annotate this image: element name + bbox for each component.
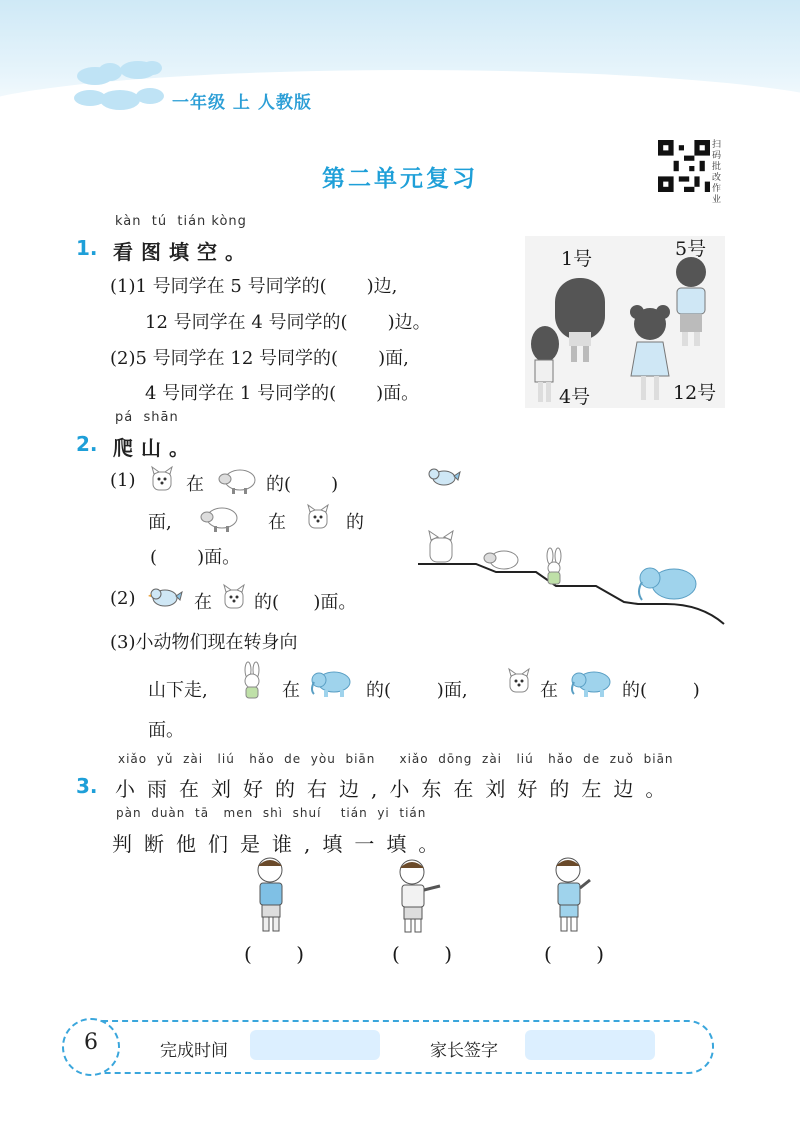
q1-line-3: (2)5 号同学在 12 号同学的( )面, <box>110 348 409 369</box>
grade-label: 一年级 上 人教版 <box>172 93 312 113</box>
q2-3-line2-start: 山下走, <box>148 680 208 701</box>
q2-2-prefix: (2) <box>110 588 136 609</box>
q2-pinyin: pá shān <box>115 410 179 425</box>
q2-number: 2. <box>76 432 98 456</box>
sheep-icon <box>200 504 240 532</box>
boy-figure-1 <box>248 856 296 934</box>
cloud-icon <box>70 58 170 118</box>
q3-pinyin-2: pàn duàn tā men shì shuí tián yi tián <box>116 806 427 820</box>
q2-1-end: 的( ) <box>266 474 339 495</box>
q1-pinyin: kàn tú tián kòng <box>115 214 247 229</box>
q1-figure <box>525 236 725 408</box>
dog-icon <box>304 504 332 532</box>
parent-signature-label: 家长签字 <box>430 1041 498 1061</box>
elephant-figure <box>639 568 696 600</box>
q1-line-4: 4 号同学在 1 号同学的( )面。 <box>145 383 420 404</box>
completion-time-label: 完成时间 <box>160 1041 228 1061</box>
sheep-figure <box>484 551 518 569</box>
student-12-figure <box>630 305 670 400</box>
page-title: 第二单元复习 <box>322 166 478 192</box>
bird-icon <box>148 584 182 610</box>
boy-figure-3 <box>548 856 596 934</box>
student-5-figure <box>676 257 706 346</box>
student-4-figure <box>531 326 559 402</box>
bird-figure <box>429 469 460 485</box>
dog-figure <box>429 531 453 562</box>
dog-icon <box>505 668 533 696</box>
mountain-figure <box>416 464 726 634</box>
label-student-4: 4号 <box>559 386 591 408</box>
label-student-5: 5号 <box>675 238 707 260</box>
q2-1-line2-mid: 在 <box>268 512 286 533</box>
q2-2-mid: 在 <box>194 592 212 613</box>
q2-1-line3: ( )面。 <box>150 547 241 568</box>
q2-3-line3: 面。 <box>148 720 184 741</box>
q2-1-line2-start: 面, <box>148 512 172 533</box>
q2-title: 爬山。 <box>113 436 197 460</box>
q1-line-1: (1)1 号同学在 5 号同学的( )边, <box>110 276 398 297</box>
rabbit-figure <box>547 548 561 584</box>
q1-title: 看图填空。 <box>113 240 253 264</box>
sheep-icon <box>218 466 258 494</box>
completion-time-field[interactable] <box>250 1030 380 1060</box>
q2-3-line2-mid1: 在 <box>282 680 300 701</box>
parent-signature-field[interactable] <box>525 1030 655 1060</box>
q2-1-mid: 在 <box>186 474 204 495</box>
q3-blank-3[interactable]: ( ) <box>544 942 605 966</box>
qr-code-icon[interactable] <box>658 140 710 192</box>
elephant-icon <box>310 668 352 698</box>
label-student-12: 12号 <box>673 382 717 404</box>
q2-3-line2-mid2: 的( )面, <box>366 680 468 701</box>
qr-label: 扫码批改作业 <box>712 140 722 205</box>
boy-figure-2 <box>394 858 442 934</box>
q3-sentence-2: 判断他们是谁,填一填。 <box>112 832 451 856</box>
student-1-figure <box>555 278 605 362</box>
q3-blank-1[interactable]: ( ) <box>244 942 305 966</box>
q3-pinyin-1: xiǎo yǔ zài liú hǎo de yòu biān xiǎo dōng zài liú hǎo de zuǒ biān <box>118 752 674 766</box>
q3-blank-2[interactable]: ( ) <box>392 942 453 966</box>
q1-number: 1. <box>76 236 98 260</box>
q2-3-line1: (3)小动物们现在转身向 <box>110 632 298 653</box>
dog-icon <box>148 466 176 494</box>
dog-icon <box>220 584 248 612</box>
q2-2-end: 的( )面。 <box>254 592 357 613</box>
rabbit-icon <box>236 664 268 702</box>
elephant-icon <box>570 668 612 698</box>
q2-1-line2-end: 的 <box>346 512 364 533</box>
label-student-1: 1号 <box>561 248 593 270</box>
q2-3-line2-end: 的( ) <box>622 680 700 701</box>
q2-3-line2-mid3: 在 <box>540 680 558 701</box>
q1-line-2: 12 号同学在 4 号同学的( )边。 <box>145 312 431 333</box>
q3-sentence-1: 小雨在刘好的右边,小东在刘好的左边。 <box>115 777 678 801</box>
q2-1-prefix: (1) <box>110 470 136 491</box>
page-number: 6 <box>84 1030 98 1055</box>
q3-number: 3. <box>76 774 98 798</box>
